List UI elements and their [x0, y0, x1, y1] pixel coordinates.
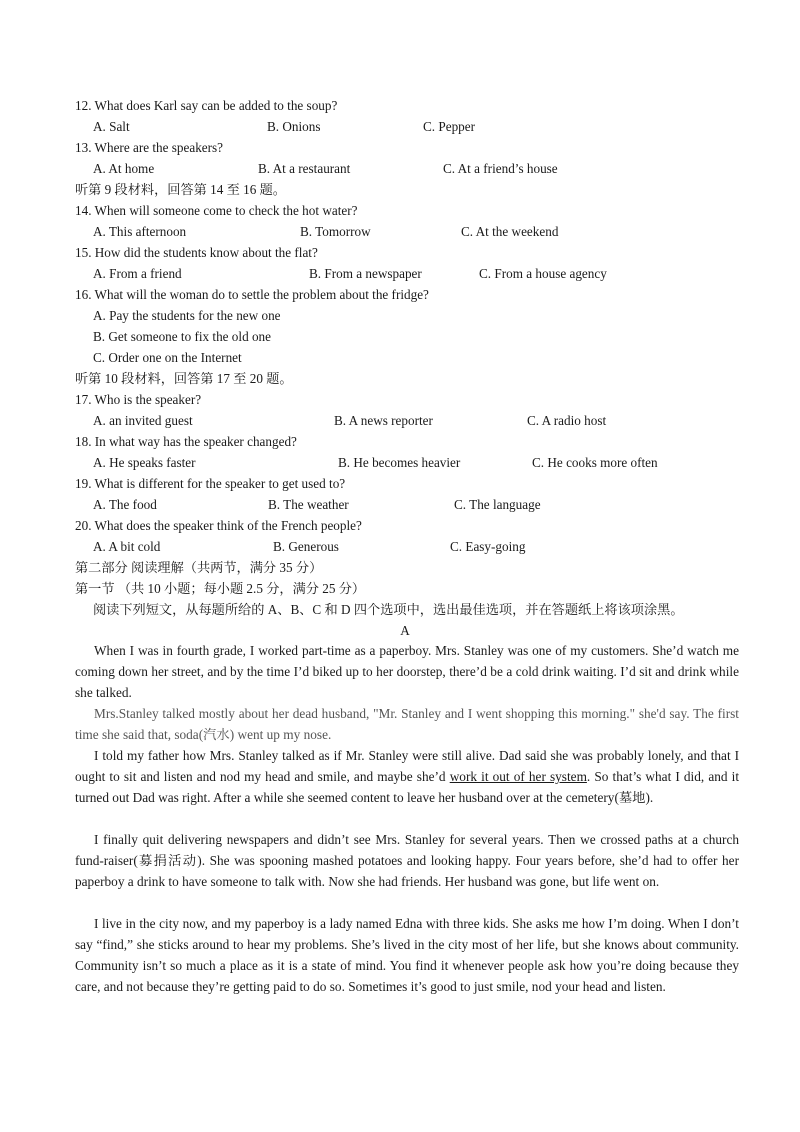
- p3-text-after: . So that’s what I did, and it turned out Dad was right. After a while she seemed content to leave her husband over at the cemetery(墓地).: [75, 769, 740, 805]
- q13-option-b: B. At a restaurant: [258, 161, 351, 176]
- question-17: 17. Who is the speaker?: [75, 392, 202, 407]
- q17-option-c: C. A radio host: [527, 413, 607, 428]
- part-2-heading: 第二部分 阅读理解（共两节，满分 35 分）: [75, 560, 323, 575]
- q12-option-a: A. Salt: [93, 119, 130, 134]
- question-18: 18. In what way has the speaker changed?: [75, 434, 297, 449]
- question-13: 13. Where are the speakers?: [75, 140, 224, 155]
- q14-option-c: C. At the weekend: [461, 224, 559, 239]
- section-10-instruction: 听第 10 段材料，回答第 17 至 20 题。: [75, 371, 293, 386]
- question-20: 20. What does the speaker think of the French people?: [75, 518, 362, 533]
- q14-option-b: B. Tomorrow: [300, 224, 371, 239]
- passage-paragraph-3: [75, 745, 739, 808]
- passage-paragraph-1: When I was in fourth grade, I worked part-time as a paperboy. Mrs. Stanley was one of my customers. She’d watch me coming down her street, and by the time I’d biked up to her doorstep, there’d be a cold drink waiting. I’d sit and drink while she talked.: [75, 643, 739, 700]
- question-14: 14. When will someone come to check the hot water?: [75, 203, 358, 218]
- reading-instruction: 阅读下列短文，从每题所给的 A、B、C 和 D 四个选项中，选出最佳选项，并在答题纸上将该项涂黑。: [93, 602, 684, 617]
- q15-option-c: C. From a house agency: [479, 266, 607, 281]
- q16-option-c: C. Order one on the Internet: [93, 350, 242, 365]
- q13-option-c: C. At a friend’s house: [443, 161, 558, 176]
- q18-option-c: C. He cooks more often: [532, 455, 658, 470]
- section-9-instruction: 听第 9 段材料，回答第 14 至 16 题。: [75, 182, 286, 197]
- q17-option-a: A. an invited guest: [93, 413, 193, 428]
- passage-label: A: [400, 623, 410, 638]
- underlined-phrase: work it out of her system: [449, 769, 587, 784]
- q19-option-a: A. The food: [93, 497, 157, 512]
- part-2-section-1-heading: 第一节 （共 10 小题；每小题 2.5 分，满分 25 分）: [75, 581, 366, 596]
- q15-option-a: A. From a friend: [93, 266, 182, 281]
- q12-option-b: B. Onions: [267, 119, 321, 134]
- q19-option-c: C. The language: [454, 497, 541, 512]
- passage-paragraph-5: I live in the city now, and my paperboy is a lady named Edna with three kids. She asks me how I’m doing. When I don’t say “find,” she sticks around to hear my problems. She’s lived in the city most of her life, but she knows about community. Community isn’t so much a place as it is a state of mind. You find it whenever people ask how you’re doing because they care, and not because they’re getting paid to do so. Sometimes it’s good to just smile, nod your head and listen.: [75, 916, 739, 994]
- q18-option-b: B. He becomes heavier: [338, 455, 461, 470]
- p3-text-before: I told my father how Mrs. Stanley talked as if Mr. Stanley were still alive. Dad said she was probably lonely, and that I ought to sit and listen and nod my head and smile, and maybe she’d: [75, 748, 739, 784]
- q15-option-b: B. From a newspaper: [309, 266, 422, 281]
- question-16: 16. What will the woman do to settle the problem about the fridge?: [75, 287, 429, 302]
- q17-option-b: B. A news reporter: [334, 413, 433, 428]
- q20-option-a: A. A bit cold: [93, 539, 161, 554]
- q14-option-a: A. This afternoon: [93, 224, 187, 239]
- passage-paragraph-2: Mrs.Stanley talked mostly about her dead husband, "Mr. Stanley and I went shopping this morning." she'd say. The first time she said that, soda(汽水) went up my nose.: [75, 706, 739, 742]
- question-15: 15. How did the students know about the flat?: [75, 245, 318, 260]
- q16-option-b: B. Get someone to fix the old one: [93, 329, 271, 344]
- q12-option-c: C. Pepper: [423, 119, 476, 134]
- question-19: 19. What is different for the speaker to get used to?: [75, 476, 346, 491]
- passage-paragraph-4: I finally quit delivering newspapers and didn’t see Mrs. Stanley for several years. Then we crossed paths at a church fund-raiser(募捐活动). She was spooning mashed potatoes and looking happy. Four years before, she’d had to offer her paperboy a drink to have someone to talk with. Now she had friends. Her husband was gone, but life went on.: [75, 832, 739, 889]
- q19-option-b: B. The weather: [268, 497, 349, 512]
- q13-option-a: A. At home: [93, 161, 155, 176]
- q20-option-b: B. Generous: [273, 539, 339, 554]
- q20-option-c: C. Easy-going: [450, 539, 526, 554]
- q18-option-a: A. He speaks faster: [93, 455, 196, 470]
- q16-option-a: A. Pay the students for the new one: [93, 308, 281, 323]
- question-12: 12. What does Karl say can be added to the soup?: [75, 98, 338, 113]
